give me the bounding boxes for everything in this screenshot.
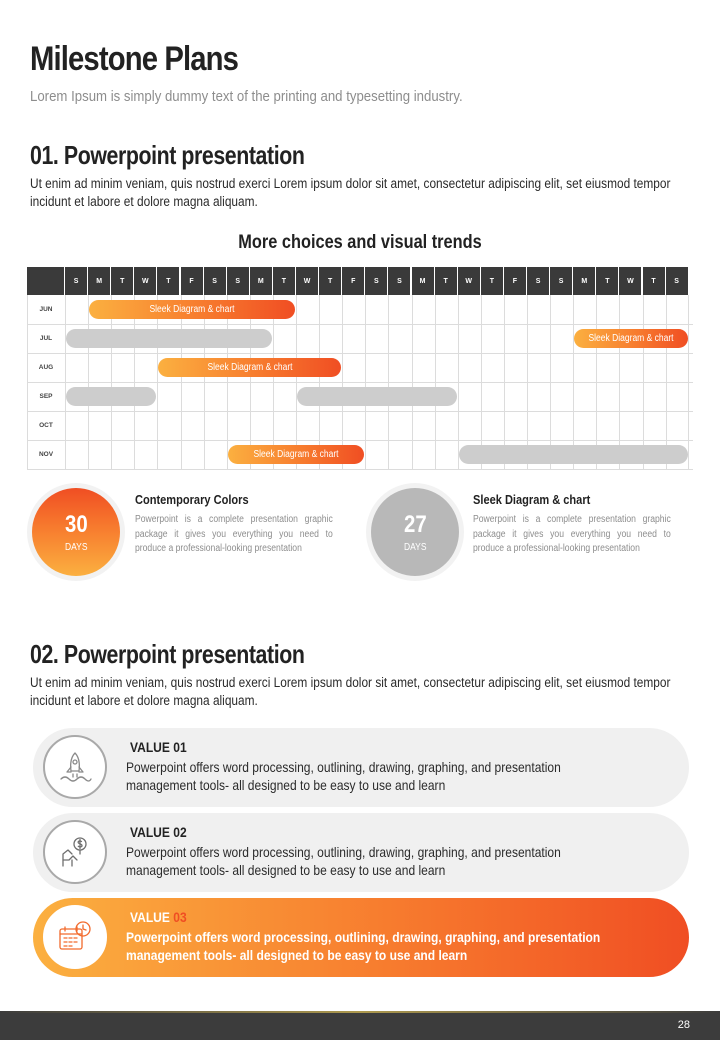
footer-divider (0, 1011, 720, 1013)
gantt-day-header: T (111, 267, 134, 295)
gantt-day-header: S (227, 267, 250, 295)
stat-text-1: Powerpoint is a complete presentation graphic package it gives you everything you need to produce a professional-looking presentation (135, 514, 333, 554)
gantt-day-header: S (527, 267, 550, 295)
gantt-bar (459, 445, 688, 464)
gantt-month-label: JUN (39, 306, 53, 313)
stat-circle-2 (366, 483, 464, 581)
stat-number: 27 (403, 510, 427, 538)
gantt-day-header: F (504, 267, 527, 295)
money-growth-icon (43, 820, 107, 884)
gantt-bar (89, 300, 295, 319)
section-1-heading: 01. Powerpoint presentation (30, 140, 305, 170)
stat-circle-1 (27, 483, 125, 581)
gantt-bar (158, 358, 341, 377)
gantt-row-line (27, 353, 693, 354)
value-text: Powerpoint offers word processing, outlining, drawing, graphing, and presentation management tools- all designed to be easy to use and learn (126, 759, 561, 793)
gantt-corner-cell (27, 267, 65, 295)
value-text: Powerpoint offers word processing, outlining, drawing, graphing, and presentation management tools- all designed to be easy to use and learn (126, 929, 601, 963)
value-card-2 (33, 813, 689, 892)
gantt-day-header: T (273, 267, 296, 295)
value-number: 03 (173, 909, 187, 925)
gantt-day-header: M (250, 267, 273, 295)
value-card-1 (33, 728, 689, 807)
stat-badge (32, 488, 120, 576)
gantt-day-header: S (550, 267, 573, 295)
gantt-day-header: S (388, 267, 411, 295)
gantt-month-label: NOV (38, 451, 54, 458)
gantt-day-header: M (412, 267, 435, 295)
rocket-icon (43, 735, 107, 799)
gantt-bar-label: Sleek Diagram & chart (253, 449, 339, 460)
page-subtitle: Lorem Ipsum is simply dummy text of the printing and typesetting industry. (30, 88, 463, 105)
value-card-3 (33, 898, 689, 977)
gantt-day-header: T (435, 267, 458, 295)
gantt-month-label: AUG (38, 364, 54, 371)
value-text: Powerpoint offers word processing, outlining, drawing, graphing, and presentation management tools- all designed to be easy to use and learn (126, 844, 561, 878)
page-title: Milestone Plans (30, 40, 239, 78)
gantt-row-line (27, 411, 693, 412)
value-label: VALUE 03 (130, 909, 187, 925)
section-1-body: Ut enim ad minim veniam, quis nostrud exerci Lorem ipsum dolor sit amet, consectetur adipiscing elit, set eiusmod tempor incidunt et labore et dolore magna aliquam. (30, 176, 671, 209)
gantt-day-header: W (619, 267, 642, 295)
gantt-day-header: F (181, 267, 204, 295)
section-2-heading: 02. Powerpoint presentation (30, 639, 305, 669)
gantt-bar (297, 387, 457, 406)
gantt-day-header: W (458, 267, 481, 295)
gantt-bar-label: Sleek Diagram & chart (207, 362, 293, 373)
gantt-bar (66, 329, 272, 348)
gantt-day-header: W (134, 267, 157, 295)
gantt-day-header: T (643, 267, 666, 295)
gantt-day-header: S (204, 267, 227, 295)
gantt-day-header: S (666, 267, 689, 295)
gantt-bar-label: Sleek Diagram & chart (149, 304, 235, 315)
stat-title-2: Sleek Diagram & chart (473, 492, 591, 507)
stat-unit: DAYS (403, 541, 427, 553)
calendar-clock-icon (43, 905, 107, 969)
gantt-day-header: M (573, 267, 596, 295)
stat-badge (371, 488, 459, 576)
value-label: VALUE 02 (130, 824, 187, 840)
value-number: 01 (173, 739, 187, 755)
gantt-month-label: JUL (39, 335, 53, 342)
gantt-day-header: T (481, 267, 504, 295)
stat-text-2: Powerpoint is a complete presentation graphic package it gives you everything you need to produce a professional-looking presentation (473, 514, 671, 554)
gantt-bar (228, 445, 365, 464)
stat-number: 30 (64, 510, 88, 538)
gantt-day-header: F (342, 267, 365, 295)
value-label: VALUE 01 (130, 739, 187, 755)
value-number: 02 (173, 824, 187, 840)
gantt-chart (27, 267, 693, 469)
stat-title-1: Contemporary Colors (135, 492, 249, 507)
gantt-month-label: OCT (39, 422, 53, 429)
gantt-row-line (27, 440, 693, 441)
gantt-day-header: T (319, 267, 342, 295)
gantt-bar (574, 329, 688, 348)
gantt-bar-label: Sleek Diagram & chart (588, 333, 674, 344)
gantt-day-header: M (88, 267, 111, 295)
section-2-body: Ut enim ad minim veniam, quis nostrud exerci Lorem ipsum dolor sit amet, consectetur adipiscing elit, set eiusmod tempor incidunt et labore et dolore magna aliquam. (30, 675, 671, 708)
gantt-day-header: S (65, 267, 88, 295)
stat-unit: DAYS (64, 541, 88, 553)
page-number: 28 (677, 1019, 690, 1031)
gantt-row-line (27, 469, 693, 470)
gantt-title: More choices and visual trends (238, 232, 482, 253)
gantt-day-header: T (157, 267, 180, 295)
gantt-row-line (27, 324, 693, 325)
footer-bar (0, 1011, 720, 1040)
gantt-day-header: W (296, 267, 319, 295)
gantt-day-header: T (596, 267, 619, 295)
gantt-bar (66, 387, 156, 406)
gantt-day-header: S (365, 267, 388, 295)
gantt-month-label: SEP (39, 393, 53, 400)
gantt-row-line (27, 382, 693, 383)
